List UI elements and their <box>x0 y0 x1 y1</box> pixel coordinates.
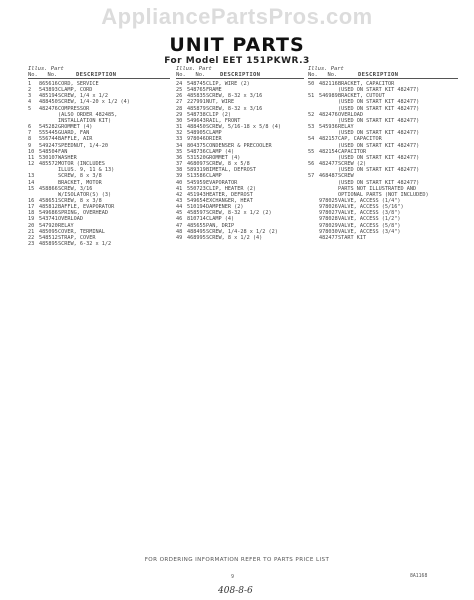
part-description: (USED ON START KIT 482477) <box>338 87 420 94</box>
part-description: OVERLOAD <box>58 216 83 223</box>
part-number: 545959 <box>187 179 206 186</box>
part-description: ILLUS. 9, 11 & 13) <box>58 167 115 174</box>
part-description: CLAMP (4) <box>206 216 235 223</box>
part-description: (USED ON START KIT 482477) <box>338 179 420 186</box>
header-description: DESCRIPTION <box>358 72 399 78</box>
part-description: CONDENSER & PRECOOLER <box>206 142 272 149</box>
illus-number: 29 <box>176 111 183 118</box>
part-number: 549247 <box>39 142 58 149</box>
part-number: 513586 <box>187 173 206 180</box>
illus-number: 28 <box>176 105 183 112</box>
handwritten-note: 408-8-6 <box>218 586 253 596</box>
illus-number: 24 <box>176 81 183 87</box>
part-number: 978046 <box>187 136 206 143</box>
part-description: OVERLOAD <box>338 111 363 118</box>
column-header <box>308 66 458 79</box>
part-description: STRAP, COVER <box>58 234 96 241</box>
part-description: (ALSO ORDER 482485, <box>58 111 118 118</box>
part-number: 482116 <box>319 81 338 87</box>
part-description: SCREW <box>338 173 354 180</box>
part-description: SCREW, 8 x 1/2 (4) <box>206 234 263 241</box>
illus-number: 20 <box>28 222 35 229</box>
illus-number: 9 <box>28 142 32 149</box>
part-number: 548736 <box>187 148 206 155</box>
illus-number: 52 <box>308 111 315 118</box>
part-description: EVAPORATOR <box>206 179 238 186</box>
parts-column-3 <box>308 66 458 241</box>
part-description: DAMPENER (2) <box>206 204 244 211</box>
part-description: SCREW (2) <box>338 161 367 168</box>
illus-number: 10 <box>28 148 35 155</box>
part-number: 468487 <box>319 173 338 180</box>
part-description: SCREW, 8-32 x 3/16 <box>206 93 263 100</box>
part-number: 482477 <box>319 161 338 168</box>
part-number: 543741 <box>39 216 58 223</box>
part-number: 865616 <box>39 81 58 87</box>
illus-number: 31 <box>176 124 183 131</box>
illus-number: 16 <box>28 197 35 204</box>
part-number: 458597 <box>187 210 206 217</box>
illus-number <box>308 235 319 241</box>
part-description: CLIP, HEATER (2) <box>206 185 256 192</box>
part-description: SCREW, 3/16 <box>58 185 93 192</box>
illus-number: 50 <box>308 81 315 87</box>
illus-number: 4 <box>28 99 32 106</box>
illus-number: 44 <box>176 204 183 211</box>
header-no: No. No. <box>176 72 206 78</box>
page-title: UNIT PARTS <box>169 34 305 56</box>
part-number: 530107 <box>39 154 58 161</box>
part-description: CORD, SERVICE <box>58 81 99 87</box>
part-description: SCREW, 8-32 x 1/2 (2) <box>206 210 272 217</box>
illus-number: 43 <box>176 197 183 204</box>
illus-number: 38 <box>176 167 183 174</box>
part-number: 549654 <box>187 197 206 204</box>
part-number: 978030 <box>319 228 338 235</box>
part-number: 485194 <box>39 93 58 100</box>
part-number: 548765 <box>187 87 206 94</box>
part-description: CLAMP <box>206 173 222 180</box>
part-description: VALVE, ACCESS (5/8") <box>338 222 401 229</box>
illus-number: 18 <box>28 210 35 217</box>
illus-number: 40 <box>176 179 183 186</box>
part-description: INSTALLATION KIT) <box>58 117 112 124</box>
part-number: 458651 <box>39 197 58 204</box>
column-header <box>176 66 304 79</box>
part-number: 810714 <box>187 216 206 223</box>
illus-number: 2 <box>28 87 32 94</box>
part-row <box>176 235 304 241</box>
part-number: 468995 <box>187 234 206 241</box>
illus-number: 1 <box>28 81 32 87</box>
illus-number: 27 <box>176 99 183 106</box>
part-description: (USED ON START KIT 482477) <box>338 154 420 161</box>
part-number: 550723 <box>187 185 206 192</box>
part-description: (USED ON START KIT 482477) <box>338 130 420 137</box>
part-row <box>308 235 458 241</box>
part-number: 545936 <box>319 124 338 131</box>
part-description: SCREW, 1/4-20 x 1/2 (4) <box>58 99 130 106</box>
part-number: 549686 <box>39 210 58 217</box>
part-description: SCREW, 8-32 x 3/16 <box>206 105 263 112</box>
part-description: SCREW, 1/4 x 1/2 <box>58 93 108 100</box>
part-number: 482154 <box>319 148 338 155</box>
part-description: (USED ON START KIT 482477) <box>338 142 420 149</box>
part-number: 482157 <box>319 136 338 143</box>
page-number: 9 <box>231 574 235 580</box>
part-description: COMPRESSOR <box>58 105 90 112</box>
part-number: 548745 <box>187 81 206 87</box>
part-description: W/ISOLATOR(S) (3) <box>58 191 112 198</box>
illus-number: 34 <box>176 142 183 149</box>
model-subtitle: For Model EET 151PKWR.3 <box>164 56 310 66</box>
part-number: 546989 <box>319 93 338 100</box>
watermark: AppliancePartsPros.com <box>101 4 373 29</box>
part-description: START KIT <box>338 234 367 241</box>
part-number: 549643 <box>187 117 206 124</box>
part-number: 482477 <box>319 234 338 241</box>
illus-number: 15 <box>28 185 35 192</box>
part-number: 485879 <box>187 105 206 112</box>
illus-number: 30 <box>176 117 183 124</box>
part-number: 458866 <box>39 185 58 192</box>
illus-number: 3 <box>28 93 32 100</box>
part-description: CLAMP (4) <box>206 148 235 155</box>
part-number: 482476 <box>319 111 338 118</box>
illus-number: 49 <box>176 234 183 241</box>
parts-list <box>28 81 170 247</box>
parts-column-2 <box>176 66 304 241</box>
part-number: 485095 <box>39 228 58 235</box>
illus-number: 14 <box>28 179 35 186</box>
part-number: 485812 <box>39 204 58 211</box>
part-description: CLIP, WIRE (2) <box>206 81 250 87</box>
part-description: PARTS NOT ILLUSTRATED AND <box>338 185 417 192</box>
part-number: 485572 <box>39 161 58 168</box>
illus-number: 42 <box>176 191 183 198</box>
illus-number: 25 <box>176 87 183 94</box>
part-number: 978026 <box>319 204 338 211</box>
part-description: CLAMP <box>206 130 222 137</box>
illus-number: 51 <box>308 93 315 100</box>
part-description: CLIP (2) <box>206 111 231 118</box>
illus-number: 47 <box>176 222 183 229</box>
part-description: NUT, WIRE <box>206 99 235 106</box>
illus-number: 48 <box>176 228 183 235</box>
part-description: BRACKET, MOTOR <box>58 179 102 186</box>
header-no: No. No. <box>308 72 338 78</box>
part-description: CAPACITOR <box>338 148 367 155</box>
part-description: MOTOR (INCLUDES <box>58 161 105 168</box>
part-number: 485835 <box>187 93 206 100</box>
illus-number: 22 <box>28 234 35 241</box>
part-description: CLAMP, CORD <box>58 87 93 94</box>
part-row <box>28 241 170 247</box>
illus-number: 12 <box>28 161 35 168</box>
part-number: 556744 <box>39 136 58 143</box>
illus-number: 41 <box>176 185 183 192</box>
part-number: 547920 <box>39 222 58 229</box>
illus-number: 54 <box>308 136 315 143</box>
part-description: SCREW, 1/4-28 x 1/2 (2) <box>206 228 278 235</box>
part-description: SPEEDNUT, 1/4-20 <box>58 142 108 149</box>
part-description: VALVE, ACCESS (1/2") <box>338 216 401 223</box>
part-description: GROMMET (4) <box>206 154 241 161</box>
part-description: GUARD, FAN <box>58 130 90 137</box>
part-number: 804375 <box>187 142 206 149</box>
illus-number: 13 <box>28 173 35 180</box>
part-description: SCREW, 5/16-18 x 5/8 (4) <box>206 124 281 131</box>
header-description: DESCRIPTION <box>76 72 117 78</box>
illus-number: 55 <box>308 148 315 155</box>
part-number: 482476 <box>39 105 58 112</box>
part-description: COVER, TERMINAL <box>58 228 105 235</box>
illus-number: 57 <box>308 173 315 180</box>
illus-number: 7 <box>28 130 32 137</box>
illus-number: 45 <box>176 210 183 217</box>
header-description: DESCRIPTION <box>220 72 261 78</box>
part-number: 531520 <box>187 154 206 161</box>
part-number: 488450 <box>187 124 206 131</box>
part-description: DRIER <box>206 136 222 143</box>
illus-number: 21 <box>28 228 35 235</box>
part-description: SCREW, 8 x 5/8 <box>206 161 250 168</box>
form-code: 8A1168 <box>410 574 428 579</box>
ordering-footer: FOR ORDERING INFORMATION REFER TO PARTS PRICE LIST <box>144 557 330 563</box>
part-description: VALVE, ACCESS (3/8") <box>338 210 401 217</box>
part-description: CAP, CAPACITOR <box>338 136 382 143</box>
part-description: SCREW, 8 x 3/8 <box>58 173 102 180</box>
part-description: RELAY <box>338 124 354 131</box>
part-description: BRACKET, CUTOUT <box>338 93 385 100</box>
part-description: RELAY <box>58 222 74 229</box>
part-description: HEATER, DEFROST <box>206 191 253 198</box>
parts-list <box>176 81 304 241</box>
illus-number: 8 <box>28 136 32 143</box>
illus-number: 5 <box>28 105 32 112</box>
part-description: RAIL, FRONT <box>206 117 241 124</box>
part-description: VALVE, ACCESS (1/4") <box>338 197 401 204</box>
illus-number: 26 <box>176 93 183 100</box>
part-number: 978029 <box>319 222 338 229</box>
part-description: BAFFLE, EVAPORATOR <box>58 204 115 211</box>
parts-column-1 <box>28 66 170 247</box>
part-description: (USED ON START KIT 482477) <box>338 105 420 112</box>
header-no: No. No. <box>28 72 58 78</box>
header-illus: Illus. Part <box>308 66 344 72</box>
part-description: VALVE, ACCESS (5/16") <box>338 204 404 211</box>
part-number: 485655 <box>187 222 206 229</box>
part-description: BRACKET, CAPACITOR <box>338 81 395 87</box>
illus-number: 39 <box>176 173 183 180</box>
part-number: 555445 <box>39 130 58 137</box>
illus-number: 36 <box>176 154 183 161</box>
part-number: 978028 <box>319 216 338 223</box>
part-description: GROMMET (4) <box>58 124 93 131</box>
illus-number: 33 <box>176 136 183 143</box>
header-illus: Illus. Part <box>176 66 212 72</box>
part-number: 548905 <box>187 130 206 137</box>
part-number: 589319 <box>187 167 206 174</box>
part-number: 451943 <box>187 191 206 198</box>
part-description: (USED ON START KIT 482477) <box>338 167 420 174</box>
part-description: OPTIONAL PARTS (NOT INCLUDED) <box>338 191 429 198</box>
parts-list <box>308 81 458 241</box>
part-number: 548504 <box>39 148 58 155</box>
illus-number: 53 <box>308 124 315 131</box>
part-number: 488450 <box>39 99 58 106</box>
part-description: BIMETAL, DEFROST <box>206 167 256 174</box>
part-description: SPRING, OVERHEAD <box>58 210 108 217</box>
part-description: (USED ON START KIT 482477) <box>338 99 420 106</box>
part-description: FRAME <box>206 87 222 94</box>
part-number: 543893 <box>39 87 58 94</box>
illus-number: 23 <box>28 241 35 248</box>
part-description: VALVE, ACCESS (3/4") <box>338 228 401 235</box>
illus-number: 37 <box>176 161 183 168</box>
illus-number: 56 <box>308 161 315 168</box>
illus-number: 17 <box>28 204 35 211</box>
header-illus: Illus. Part <box>28 66 64 72</box>
part-description: FAN <box>58 148 68 155</box>
part-description: BAFFLE, AIR <box>58 136 93 143</box>
illus-number: 46 <box>176 216 183 223</box>
illus-number: 32 <box>176 130 183 137</box>
part-number: 488495 <box>187 228 206 235</box>
part-description: (USED ON START KIT 482477) <box>338 117 420 124</box>
part-number: 548738 <box>187 111 206 118</box>
part-description: PAN, DRIP <box>206 222 235 229</box>
part-number: 510194 <box>187 204 206 211</box>
part-number: 978027 <box>319 210 338 217</box>
part-description: EXCHANGER, HEAT <box>206 197 253 204</box>
part-number: 548512 <box>39 234 58 241</box>
illus-number: 11 <box>28 154 35 161</box>
part-number: 485895 <box>39 241 58 248</box>
part-number: 978025 <box>319 197 338 204</box>
illus-number: 19 <box>28 216 35 223</box>
part-description: WASHER <box>58 154 77 161</box>
part-description: SCREW, 8 x 3/8 <box>58 197 102 204</box>
illus-number: 35 <box>176 148 183 155</box>
part-number: 227991 <box>187 99 206 106</box>
part-number: 468097 <box>187 161 206 168</box>
column-header <box>28 66 170 79</box>
part-description: SCREW, 6-32 x 1/2 <box>58 241 112 248</box>
illus-number: 6 <box>28 124 32 131</box>
part-number: 545282 <box>39 124 58 131</box>
